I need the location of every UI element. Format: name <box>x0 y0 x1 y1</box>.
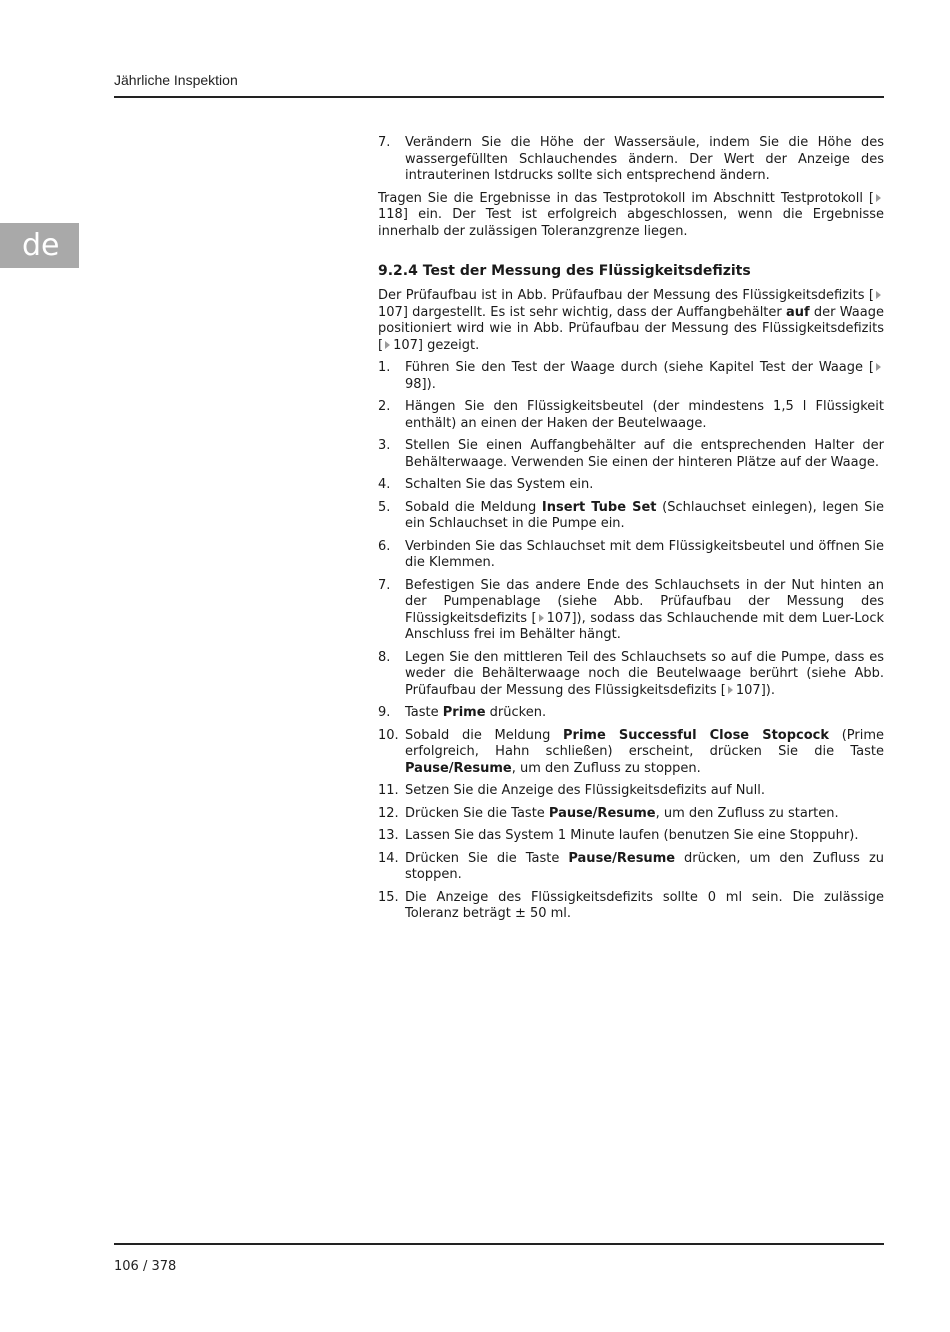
text-run: Taste <box>405 705 443 720</box>
step-text <box>405 851 884 884</box>
step-text <box>405 828 884 845</box>
step-text <box>405 399 884 432</box>
page-reference-link[interactable]: 107 <box>546 610 572 626</box>
step-text <box>405 728 884 778</box>
text-run: ] gezeigt. <box>417 337 480 353</box>
step-text <box>405 806 884 823</box>
text-run: Die Anzeige des Flüssigkeitsdefizits sollte 0 ml sein. Die zulässige Toleranz beträgt ± 50 ml. <box>405 889 884 921</box>
list-item <box>378 650 884 700</box>
reference-arrow-icon <box>385 341 390 349</box>
emphasis-text: auf <box>786 304 810 320</box>
step-number: 7. <box>378 577 391 593</box>
emphasis-text: Pause/Resume <box>568 850 676 866</box>
results-paragraph <box>378 191 884 241</box>
step-number: 9. <box>378 705 391 720</box>
text-run: Führen Sie den Test der Waage durch (siehe Kapitel Test der Waage [ <box>405 360 874 375</box>
list-item <box>378 783 884 800</box>
emphasis-text: Pause/Resume <box>548 805 656 821</box>
text-run: der Waage positioniert wird wie in Abb. Prüfaufbau der Messung des Flüssigkeitsdefizits [ <box>378 304 884 353</box>
step-number: 3. <box>378 438 391 453</box>
text-run: Sobald die Meldung <box>405 499 542 515</box>
reference-arrow-icon <box>876 291 881 299</box>
step-text: Verändern Sie die Höhe der Wassersäule, indem Sie die Höhe des wassergefüllten Schlauchendes ändern. Der Wert der Anzeige des intrauterinen Istdrucks sollte sich entsprechend ändern. <box>405 135 884 183</box>
section-title: Test der Messung des Flüssigkeitsdefizits <box>422 263 751 279</box>
list-item <box>378 539 884 572</box>
text-run: (Prime erfolgreich, Hahn schließen) erscheint, drücken Sie die Taste <box>405 727 885 759</box>
step-text <box>405 477 884 494</box>
step-number: 14. <box>378 850 399 866</box>
step-text <box>405 650 884 700</box>
text-run: Hängen Sie den Flüssigkeitsbeutel (der mindestens 1,5 l Flüssigkeit enthält) an einen der Haken der Beutelwaage. <box>405 399 884 431</box>
text-run: Drücken Sie die Taste <box>405 805 549 821</box>
step-number: 8. <box>378 649 391 665</box>
text-run: , um den Zufluss zu stoppen. <box>511 760 701 776</box>
step-text <box>405 500 884 533</box>
text-run: ]), sodass das Schlauchende mit dem Luer-Lock Anschluss frei im Behälter hängt. <box>405 610 884 642</box>
text-run: Der Prüfaufbau ist in Abb. Prüfaufbau der Messung des Flüssigkeitsdefizits [ <box>378 288 874 303</box>
running-header: Jährliche Inspektion <box>114 72 238 88</box>
list-item <box>378 851 884 884</box>
text-run: Schalten Sie das System ein. <box>405 477 594 492</box>
text-run: Verbinden Sie das Schlauchset mit dem Flüssigkeitsbeutel und öffnen Sie die Klemmen. <box>405 538 884 570</box>
step-number: 5. <box>378 499 391 515</box>
main-content <box>378 135 884 929</box>
text-run: ]). <box>421 376 436 392</box>
step-text <box>405 438 884 471</box>
step-number: 12. <box>378 805 399 821</box>
text-run: ] ein. Der Test ist erfolgreich abgeschlossen, wenn die Ergebnisse innerhalb der zulässigen Toleranzgrenze liegen. <box>378 207 884 239</box>
page-number: 106 / 378 <box>114 1259 177 1274</box>
step-number: 6. <box>378 538 391 554</box>
step-number: 2. <box>378 399 391 414</box>
list-item <box>378 728 884 778</box>
text-run: Lassen Sie das System 1 Minute laufen (benutzen Sie eine Stoppuhr). <box>405 828 859 843</box>
language-tab: de <box>0 223 79 268</box>
list-item <box>378 438 884 471</box>
steps-list <box>378 360 884 923</box>
text-run: Stellen Sie einen Auffangbehälter auf die entsprechenden Halter der Behälterwaage. Verwenden Sie einen der hinteren Plätze auf der Waage. <box>405 438 884 470</box>
page-reference-link[interactable]: 107 <box>378 304 403 320</box>
reference-arrow-icon <box>876 363 881 371</box>
list-item <box>378 399 884 432</box>
step-text <box>405 705 884 722</box>
section-heading <box>378 262 884 280</box>
page-reference-link[interactable]: 107 <box>735 682 761 698</box>
header-rule <box>114 96 884 98</box>
list-item <box>378 578 884 644</box>
text-run: Befestigen Sie das andere Ende des Schlauchsets in der Nut hinten an der Pumpenablage (siehe Abb. Prüfaufbau der Messung des Flüssigkeitsdefizits [ <box>405 577 884 626</box>
step-number: 10. <box>378 727 399 743</box>
step-number: 13. <box>378 828 399 843</box>
text-run: Legen Sie den mittleren Teil des Schlauchsets so auf die Pumpe, dass es weder die Behälterwaage noch die Beutelwaage berührt (siehe Abb. Prüfaufbau der Messung des Flüssigkeitsdefizits [ <box>405 649 884 698</box>
emphasis-text: Pause/Resume <box>405 760 512 776</box>
list-item <box>378 890 884 923</box>
section-number: 9.2.4 <box>378 263 418 279</box>
text-run: drücken, um den Zufluss zu stoppen. <box>405 850 885 882</box>
page-reference-link[interactable]: 118 <box>378 207 403 222</box>
step-number: 11. <box>378 783 399 798</box>
page-reference-link[interactable]: 98 <box>405 376 422 392</box>
list-item <box>378 500 884 533</box>
list-item <box>378 828 884 845</box>
text-run: Setzen Sie die Anzeige des Flüssigkeitsdefizits auf Null. <box>405 783 766 798</box>
step-text <box>405 783 884 800</box>
emphasis-text: Insert Tube Set <box>541 499 657 515</box>
reference-arrow-icon <box>728 686 733 694</box>
list-item <box>378 705 884 722</box>
step-text <box>405 360 884 393</box>
list-item <box>378 477 884 494</box>
list-item <box>378 806 884 823</box>
step-number: 15. <box>378 889 399 905</box>
reference-arrow-icon <box>876 194 881 202</box>
emphasis-text: Prime <box>442 705 486 720</box>
text-run: Tragen Sie die Ergebnisse in das Testprotokoll im Abschnitt Testprotokoll [ <box>378 190 874 206</box>
list-item <box>378 135 884 185</box>
text-run: ] dargestellt. Es ist sehr wichtig, dass der Auffangbehälter <box>402 304 786 320</box>
text-run: ]). <box>760 682 775 698</box>
text-run: (Schlauchset einlegen), legen Sie ein Schlauchset in die Pumpe ein. <box>405 499 884 531</box>
step-text <box>405 539 884 572</box>
footer-rule <box>114 1243 884 1245</box>
step-number: 7. <box>378 135 391 150</box>
page-reference-link[interactable]: 107 <box>393 337 418 353</box>
list-item <box>378 360 884 393</box>
step-number: 4. <box>378 477 391 492</box>
text-run: Drücken Sie die Taste <box>405 850 569 866</box>
step-text <box>405 890 884 923</box>
section-intro-paragraph <box>378 288 884 354</box>
reference-arrow-icon <box>539 614 544 622</box>
text-run: drücken. <box>485 705 547 720</box>
text-run: , um den Zufluss zu starten. <box>655 805 839 821</box>
text-run: Sobald die Meldung <box>405 727 564 743</box>
emphasis-text: Prime Successful Close Stopcock <box>563 727 830 743</box>
step-number: 1. <box>378 360 391 375</box>
step-text <box>405 578 884 644</box>
